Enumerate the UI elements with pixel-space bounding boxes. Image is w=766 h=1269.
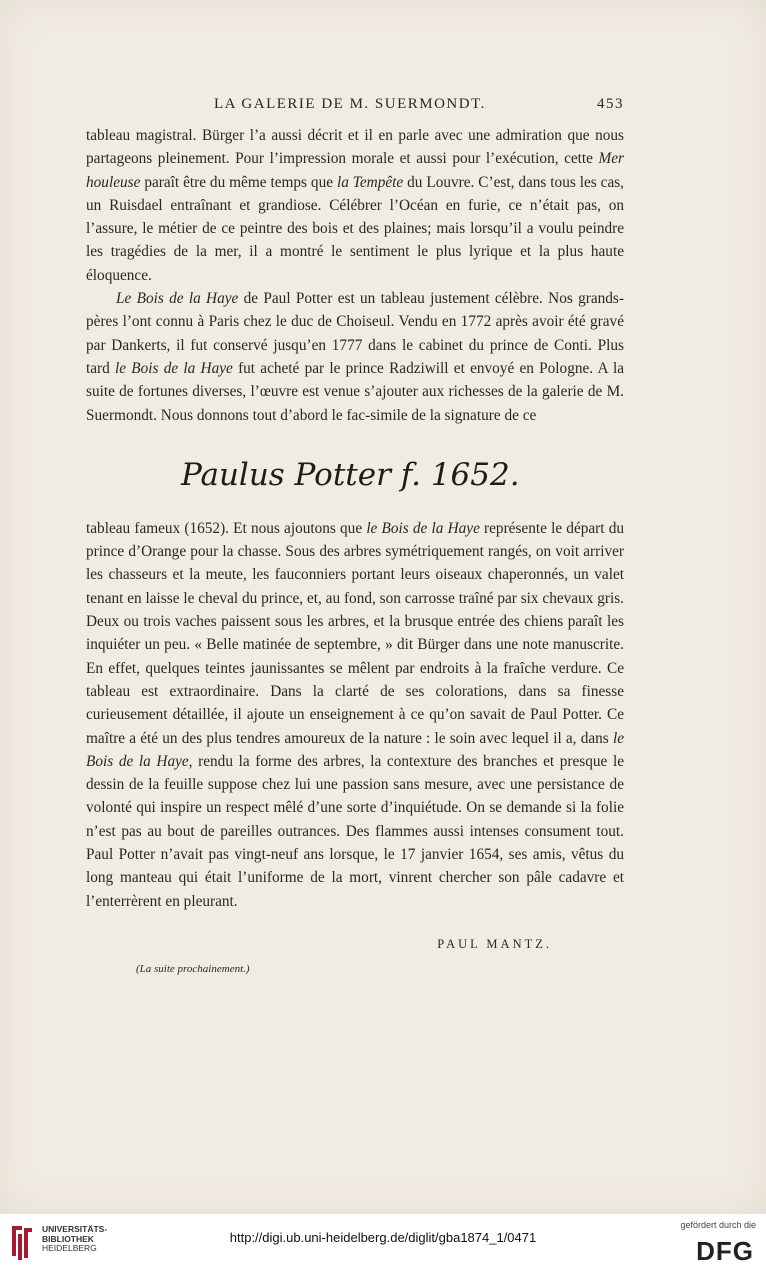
dfg-logo-icon: DFG — [696, 1236, 754, 1266]
library-name: UNIVERSITÄTS- BIBLIOTHEK HEIDELBERG — [42, 1224, 108, 1253]
article-text — [86, 124, 624, 982]
page-number: 453 — [597, 96, 624, 112]
signature-facsimile — [86, 427, 624, 517]
paragraph-2: Le Bois de la Haye de Paul Potter est un tableau justement célèbre. Nos grands-pères l’ont connu à Paris chez le duc de Choiseul. Vendu en 1772 après avoir été gravé par Dankerts, il fut conservé jusqu’en 1777 dans le cabinet du prince de Conti. Plus tard le Bois de la Haye fut acheté par le prince Radziwill et envoyé en Pologne. A la suite de fortunes diverses, l’œuvre est venue s’ajouter aux richesses de la galerie de M. Suermondt. Nous donnons tout d’abord le fac-simile de la signature de ce — [86, 290, 624, 424]
continuation-note: (La suite prochainement.) — [136, 963, 250, 976]
signature-text: Paulus Potter f. 1652. — [181, 456, 520, 493]
permalink — [0, 1230, 766, 1245]
signature-drawing — [86, 427, 624, 517]
paragraph-1: tableau magistral. Bürger l’a aussi décrit et il en parle avec une admiration que nous partageons pleinement. Pour l’impression morale et aussi pour l’exécution, cette Mer houleuse paraît être du même temps que la Tempête du Louvre. C’est, dans tous les cas, un Ruisdael entraînant et grandiose. Célébrer l’Océan en furie, ce n’était pas, on l’assure, le métier de ce peintre des bois et des plaines; mais lorsqu’il a voulu peindre les tragédies de la mer, il a montré le sentiment le plus lyrique et la plus haute éloquence. — [86, 127, 625, 284]
funded-by-text: gefördert durch die — [680, 1220, 756, 1230]
permalink-link[interactable]: http://digi.ub.uni-heidelberg.de/diglit/gba1874_1/0471 — [229, 1230, 537, 1245]
author-signature: PAUL MANTZ. — [437, 936, 552, 951]
footer-bar — [0, 1214, 766, 1269]
paragraph-3: tableau fameux (1652). Et nous ajoutons que le Bois de la Haye représente le départ du prince d’Orange pour la chasse. Sous des arbres symétriquement rangés, on voit arriver les chasseurs et la meute, les fauconniers portant leurs oiseaux chaperonnés, un valet tenant en laisse le cheval du prince, et, au fond, son carrosse traîné par six chevaux gris. Deux ou trois vaches paissent sous les arbres, et la brusque entrée des chiens paraît les inquiéter un peu. « Belle matinée de septembre, » dit Bürger dans une note manuscrite. En effet, quelques teintes jaunissantes se mêlent par endroits à la fraîche verdure. Ce tableau est extraordinaire. Dans la clarté de ses colorations, dans sa finesse curieusement détaillée, il ajoute un enseignement à ce qu’on savait de Paul Potter. Ce maître a été un des plus tendres amoureux de la nature : le soin avec lequel il a, dans le Bois de la Haye, rendu la forme des arbres, la contexture des branches et presque le dessin de la feuille suppose chez lui une passion sans mesure, avec une persistance de volonté qui inspire un respect mêlé d’une sorte d’inquiétude. On se demande si la folie n’est pas au bout de pareilles outrances. Des flammes aussi intenses consument tout. Paul Potter n’avait pas vingt-neuf ans lorsque, le 17 janvier 1654, ses amis, vêtus du long manteau qui était l’uniforme de la mort, vinrent chercher son pâle cadavre et l’enterrèrent en pleurant. — [86, 519, 624, 910]
running-title: LA GALERIE DE M. SUERMONDT. — [214, 96, 486, 112]
